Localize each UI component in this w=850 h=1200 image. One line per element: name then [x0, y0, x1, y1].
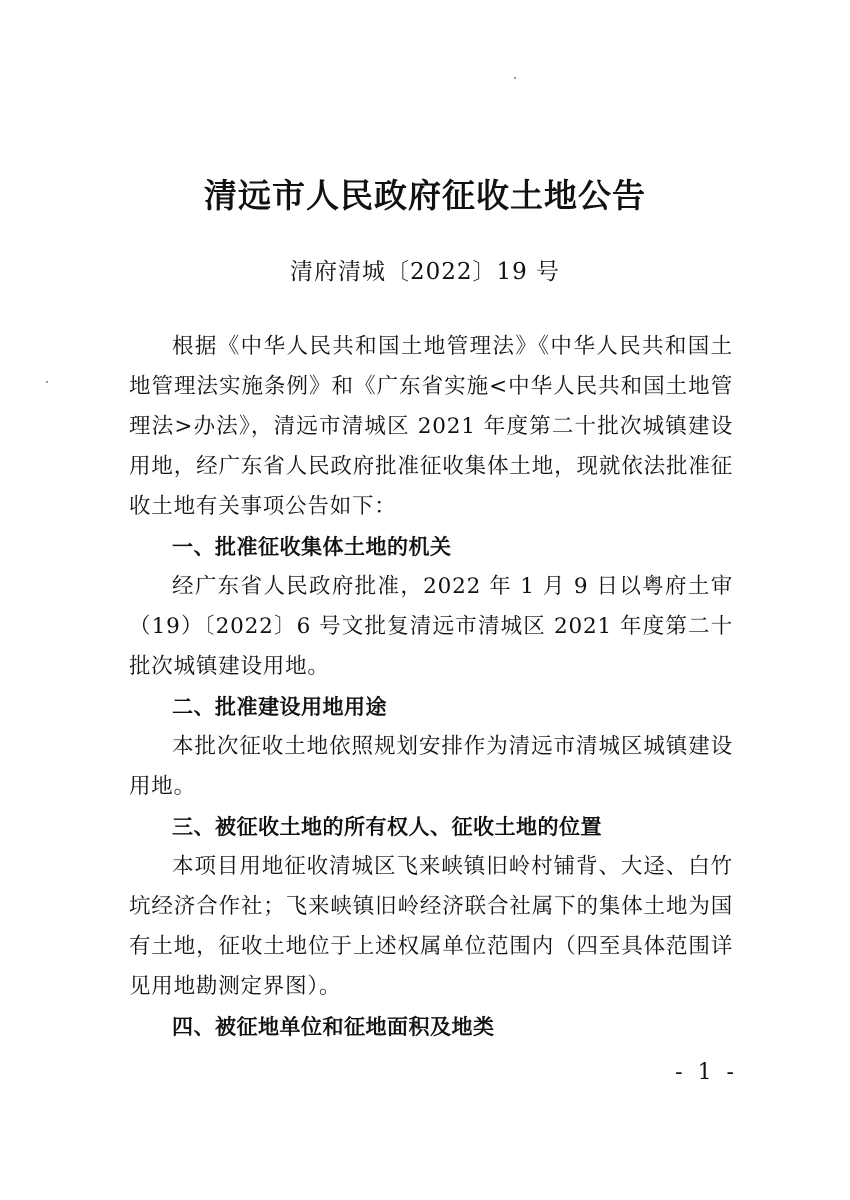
section-heading-3: 三、被征收土地的所有权人、征收土地的位置	[172, 815, 602, 839]
page-number: - 1 -	[675, 1060, 738, 1085]
section-heading-2: 二、批准建设用地用途	[172, 695, 387, 719]
section-heading-4: 四、被征地单位和征地面积及地类	[172, 1015, 495, 1039]
document-number: 清府清城〔2022〕19 号	[289, 259, 561, 285]
scan-speck	[514, 77, 516, 79]
intro-paragraph: 根据《中华人民共和国土地管理法》《中华人民共和国土地管理法实施条例》和《广东省实施<中华人民共和国土地管理法>办法》，清远市清城区 2021 年度第二十批次城镇建设用地，经广东省人民政府批准征收集体土地，现就依法批准征收土地有关事项公告如下：	[129, 334, 733, 519]
section-text-1: 经广东省人民政府批准，2022 年 1 月 9 日以粤府土审（19）〔2022〕6 号文批复清远市清城区 2021 年度第二十批次城镇建设用地。	[129, 574, 733, 679]
section-heading-1: 一、批准征收集体土地的机关	[172, 535, 452, 559]
scan-speck	[46, 381, 48, 383]
document-title: 清远市人民政府征收土地公告	[204, 176, 646, 215]
document-body	[129, 327, 733, 1047]
section-text-2: 本批次征收土地依照规划安排作为清远市清城区城镇建设用地。	[129, 734, 733, 799]
section-text-3: 本项目用地征收清城区飞来峡镇旧岭村铺背、大迳、白竹坑经济合作社；飞来峡镇旧岭经济联合社属下的集体土地为国有土地，征收土地位于上述权属单位范围内（四至具体范围详见用地勘测定界图）。	[129, 854, 733, 999]
